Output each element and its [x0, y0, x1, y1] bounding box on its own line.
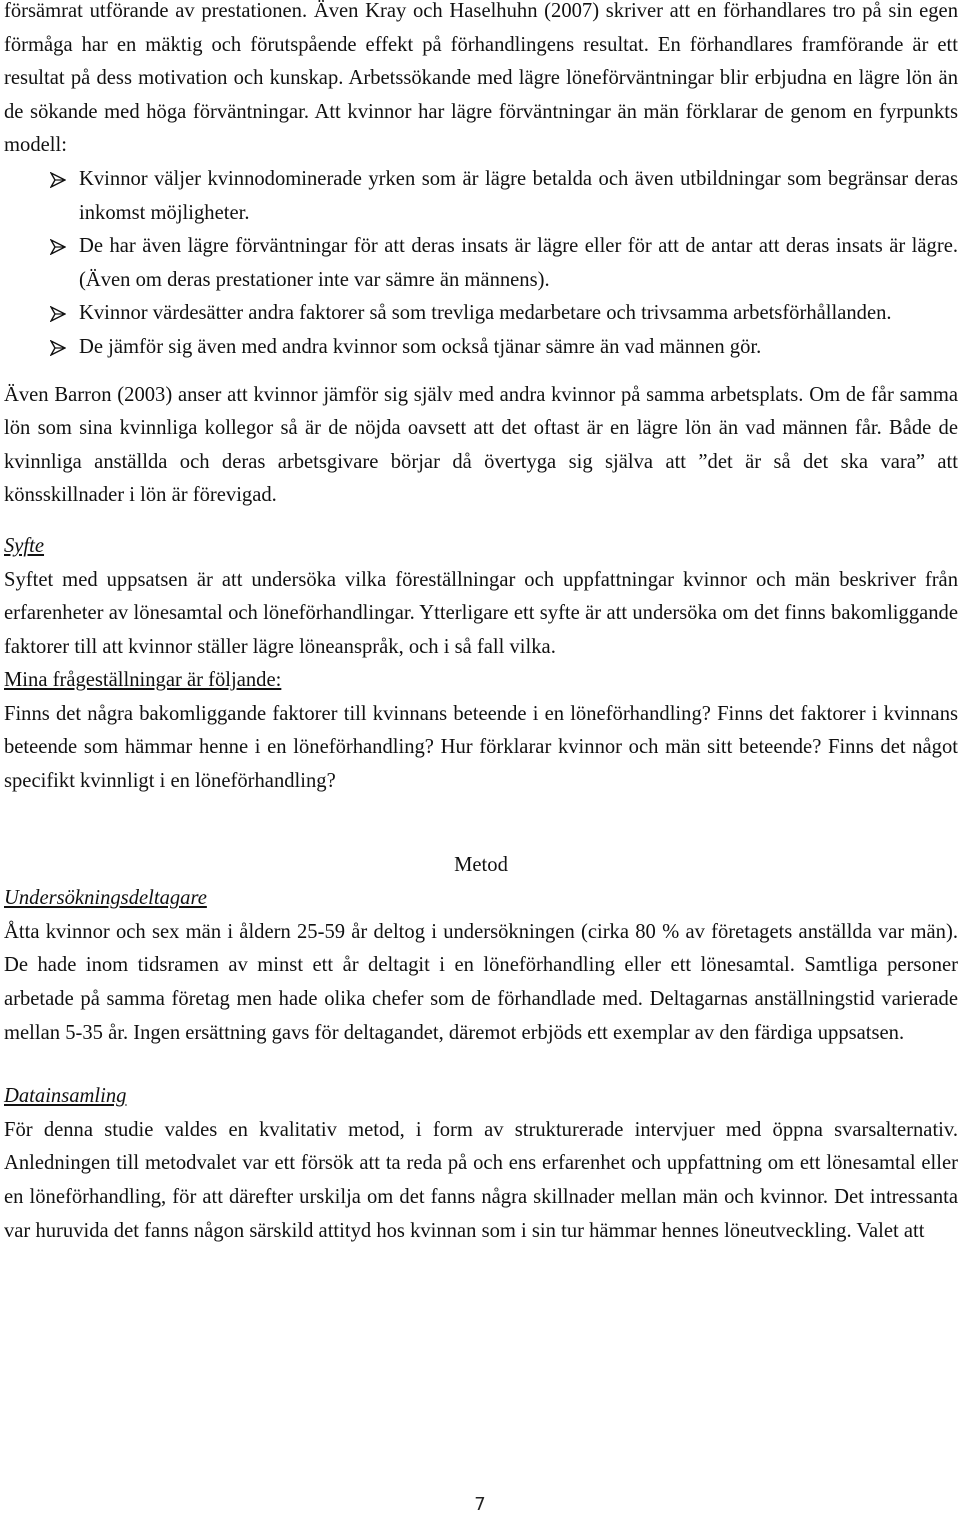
list-item: [4, 230, 958, 297]
syfte-heading-text: Syfte: [4, 534, 45, 557]
list-item-text: De har även lägre förväntningar för att deras insats är lägre eller för att de antar att deras insats är lägre. (Även om deras prestationer inte var sämre än männens).: [79, 235, 958, 291]
barron-paragraph: Även Barron (2003) anser att kvinnor jämför sig själv med andra kvinnor på samma arbetsplats. Om de får samma lön som sina kvinnliga kollegor så är de nöjda oavsett att det oftast är en lägre lön än vad männen får. Både de kvinnliga anställda och deras arbetsgivare börjar då övertyga sig själva att ”det är så det ska vara” att könsskillnader i lön är förevigad.: [4, 383, 958, 507]
spacer: [4, 1050, 958, 1080]
metod-title: Metod: [454, 853, 508, 876]
datainsamling-heading-text: Datainsamling: [4, 1085, 127, 1108]
arrowhead-bullet-icon: [50, 340, 66, 356]
list-item: [4, 163, 958, 230]
list-item-text: Kvinnor värdesätter andra faktorer så som trevliga medarbetare och trivsamma arbetsförhållanden.: [79, 302, 892, 325]
deltagare-paragraph: Åtta kvinnor och sex män i åldern 25-59 år deltog i undersökningen (cirka 80 % av företagets anställda var män). De hade inom tidsramen av minst ett år deltagit i en löneförhandling eller ett lönesamtal. Samtliga personer arbetade på samma företag men hade olika chefer som de förhandlade med. Deltagarnas anställningstid varierade mellan 5-35 år. Ingen ersättning gavs för deltagandet, däremot erbjöds ett exemplar av den färdiga uppsatsen.: [4, 920, 958, 1044]
questions-heading-text: Mina frågeställningar är följande:: [4, 669, 282, 692]
arrowhead-bullet-icon: [50, 239, 66, 255]
questions-heading: [4, 664, 958, 698]
spacer: [4, 799, 958, 849]
intro-paragraph: försämrat utförande av prestationen. Även Kray och Haselhuhn (2007) skriver att en förhandlares tro på sin egen förmåga har en mäktig och förutspående effekt på förhandlingens resultat. En förhandlares framförande är ett resultat på dess motivation och kunskap. Arbetssökande med lägre löneförväntningar blir erbjudna en lägre lön än de sökande med höga förväntningar. Att kvinnor har lägre förväntningar än män förklarar de genom en fyrpunkts modell:: [4, 0, 958, 157]
datainsamling-paragraph: För denna studie valdes en kvalitativ metod, i form av strukturerade intervjuer med öppna svarsalternativ. Anledningen till metodvalet var ett försök att ta reda på och ens erfarenhet och uppfattning om ett lönesamtal eller en löneförhandling, för att därefter urskilja om det fanns några skillnader mellan män och kvinnor. Det intressanta var huruvida det fanns någon särskild attityd hos kvinnan som i sin tur hämmar hennes löneutveckling. Valet att: [4, 1118, 958, 1242]
list-item-text: De jämför sig även med andra kvinnor som också tjänar sämre än vad männen gör.: [79, 335, 762, 358]
page-number: 7: [474, 1494, 486, 1515]
spacer: [4, 365, 958, 379]
document-page: [4, 0, 958, 1248]
deltagare-heading: [4, 882, 958, 916]
list-item: [4, 297, 958, 331]
datainsamling-heading: [4, 1080, 958, 1114]
bullet-list: [4, 163, 958, 365]
arrowhead-bullet-icon: [50, 306, 66, 322]
arrowhead-bullet-icon: [50, 172, 66, 188]
deltagare-heading-text: Undersökningsdeltagare: [4, 887, 207, 910]
list-item-text: Kvinnor väljer kvinnodominerade yrken som är lägre betalda och även utbildningar som begränsar deras inkomst möjligheter.: [79, 167, 958, 224]
syfte-heading: [4, 530, 958, 564]
list-item: [4, 331, 958, 365]
spacer: [4, 513, 958, 530]
questions-paragraph: Finns det några bakomliggande faktorer till kvinnans beteende i en löneförhandling? Finns det faktorer i kvinnans beteende som hämmar henne i en löneförhandling? Hur förklarar kvinnor och män sitt beteende? Finns det något specifikt kvinnligt i en löneförhandling?: [4, 702, 958, 793]
syfte-paragraph: Syftet med uppsatsen är att undersöka vilka föreställningar och uppfattningar kvinnor och män beskriver från erfarenheter av lönesamtal och löneförhandlingar. Ytterligare ett syfte är att undersöka om det finns bakomliggande faktorer till att kvinnor ställer lägre löneanspråk, och i så fall vilka.: [4, 568, 958, 658]
